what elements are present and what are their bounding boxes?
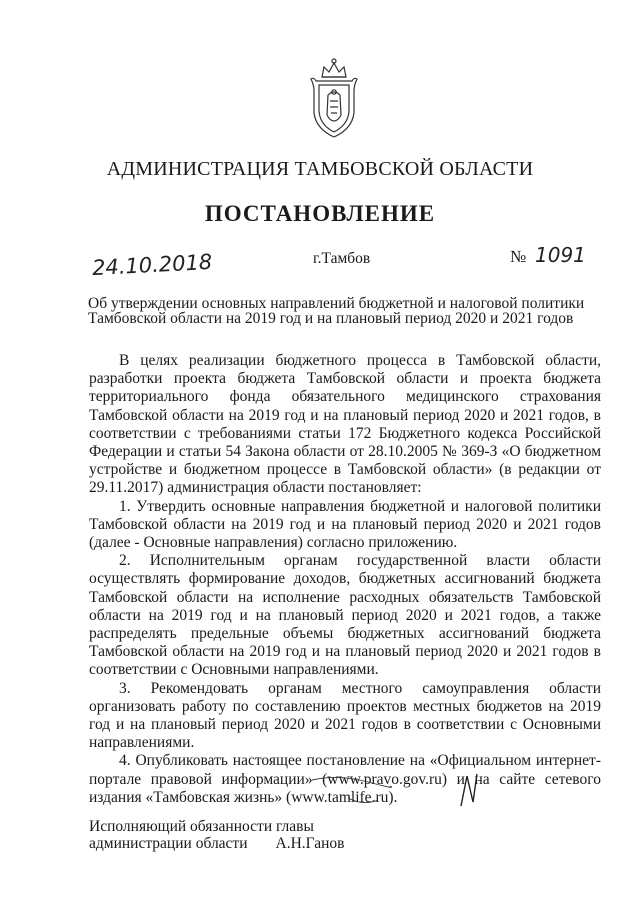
title-line-1: Об утверждении основных направлений бюджетной и налоговой политики — [88, 295, 585, 312]
tambov-coat-of-arms-icon — [308, 55, 360, 139]
signer-name: А.Н.Ганов — [275, 835, 345, 852]
organization-name: АДМИНИСТРАЦИЯ ТАМБОВСКОЙ ОБЛАСТИ — [106, 158, 534, 180]
document-title — [88, 296, 608, 326]
handwritten-strike-mark — [308, 768, 392, 810]
document-city: г.Тамбов — [313, 250, 371, 267]
document-body — [89, 352, 601, 807]
signature-block — [89, 818, 344, 852]
title-line-2: Тамбовской области на 2019 год и на плановый период 2020 и 2021 годов — [88, 310, 574, 327]
preamble-paragraph: В целях реализации бюджетного процесса в Тамбовской области, разработки проекта бюджета Тамбовской области и проекта бюджета территориального фонда обязательного медицинского страхования Тамбовской области на 2019 год и на плановый период 2020 и 2021 годов, в соответствии с требованиями статьи 172 Бюджетного кодекса Российской Федерации и статьи 54 Закона области от 28.10.2005 № 369-З «О бюджетном устройстве и бюджетном процессе в Тамбовской области» (в редакции от 29.11.2017) администрация области постановляет: — [89, 352, 601, 497]
item-2-paragraph: 2. Исполнительным органам государственной власти области осуществлять формирование доходов, бюджетных ассигнований бюджета Тамбовской области на исполнение расходных обязательств Тамбовской области на 2019 год и на плановый период 2020 и 2021 годов, а также распределять предельные объемы бюджетных ассигнований бюджета Тамбовской области на 2019 год и на плановый период 2020 и 2021 годов в соответствии с Основными направлениями. — [89, 552, 601, 679]
document-number-label: № — [510, 247, 527, 266]
document-date: 24.10.2018 — [91, 249, 213, 281]
document-type: ПОСТАНОВЛЕНИЕ — [204, 201, 436, 226]
document-number: 1091 — [535, 243, 586, 267]
signer-position-line-2-text: администрации области — [89, 835, 248, 852]
item-1-paragraph: 1. Утвердить основные направления бюджетной и налоговой политики Тамбовской области на 2019 год и на плановый период 2020 и 2021 годов (далее - Основные направления) согласно приложению. — [89, 497, 601, 552]
item-3-paragraph: 3. Рекомендовать органам местного самоуправления области организовать работу по составлению проектов местных бюджетов на 2019 год и на плановый период 2020 и 2021 годов в соответствии с Основными направлениями. — [89, 679, 601, 752]
handwritten-checkmark — [457, 772, 483, 808]
signer-position-line-1: Исполняющий обязанности главы — [89, 818, 314, 835]
item-4-paragraph: 4. Опубликовать настоящее постановление на «Официальном интернет-портале правовой информации» (www.pravo.gov.ru) и на сайте сетевого издания «Тамбовская жизнь» (www.tamlife.ru). — [89, 752, 601, 806]
signer-position-line-2 — [89, 835, 344, 852]
